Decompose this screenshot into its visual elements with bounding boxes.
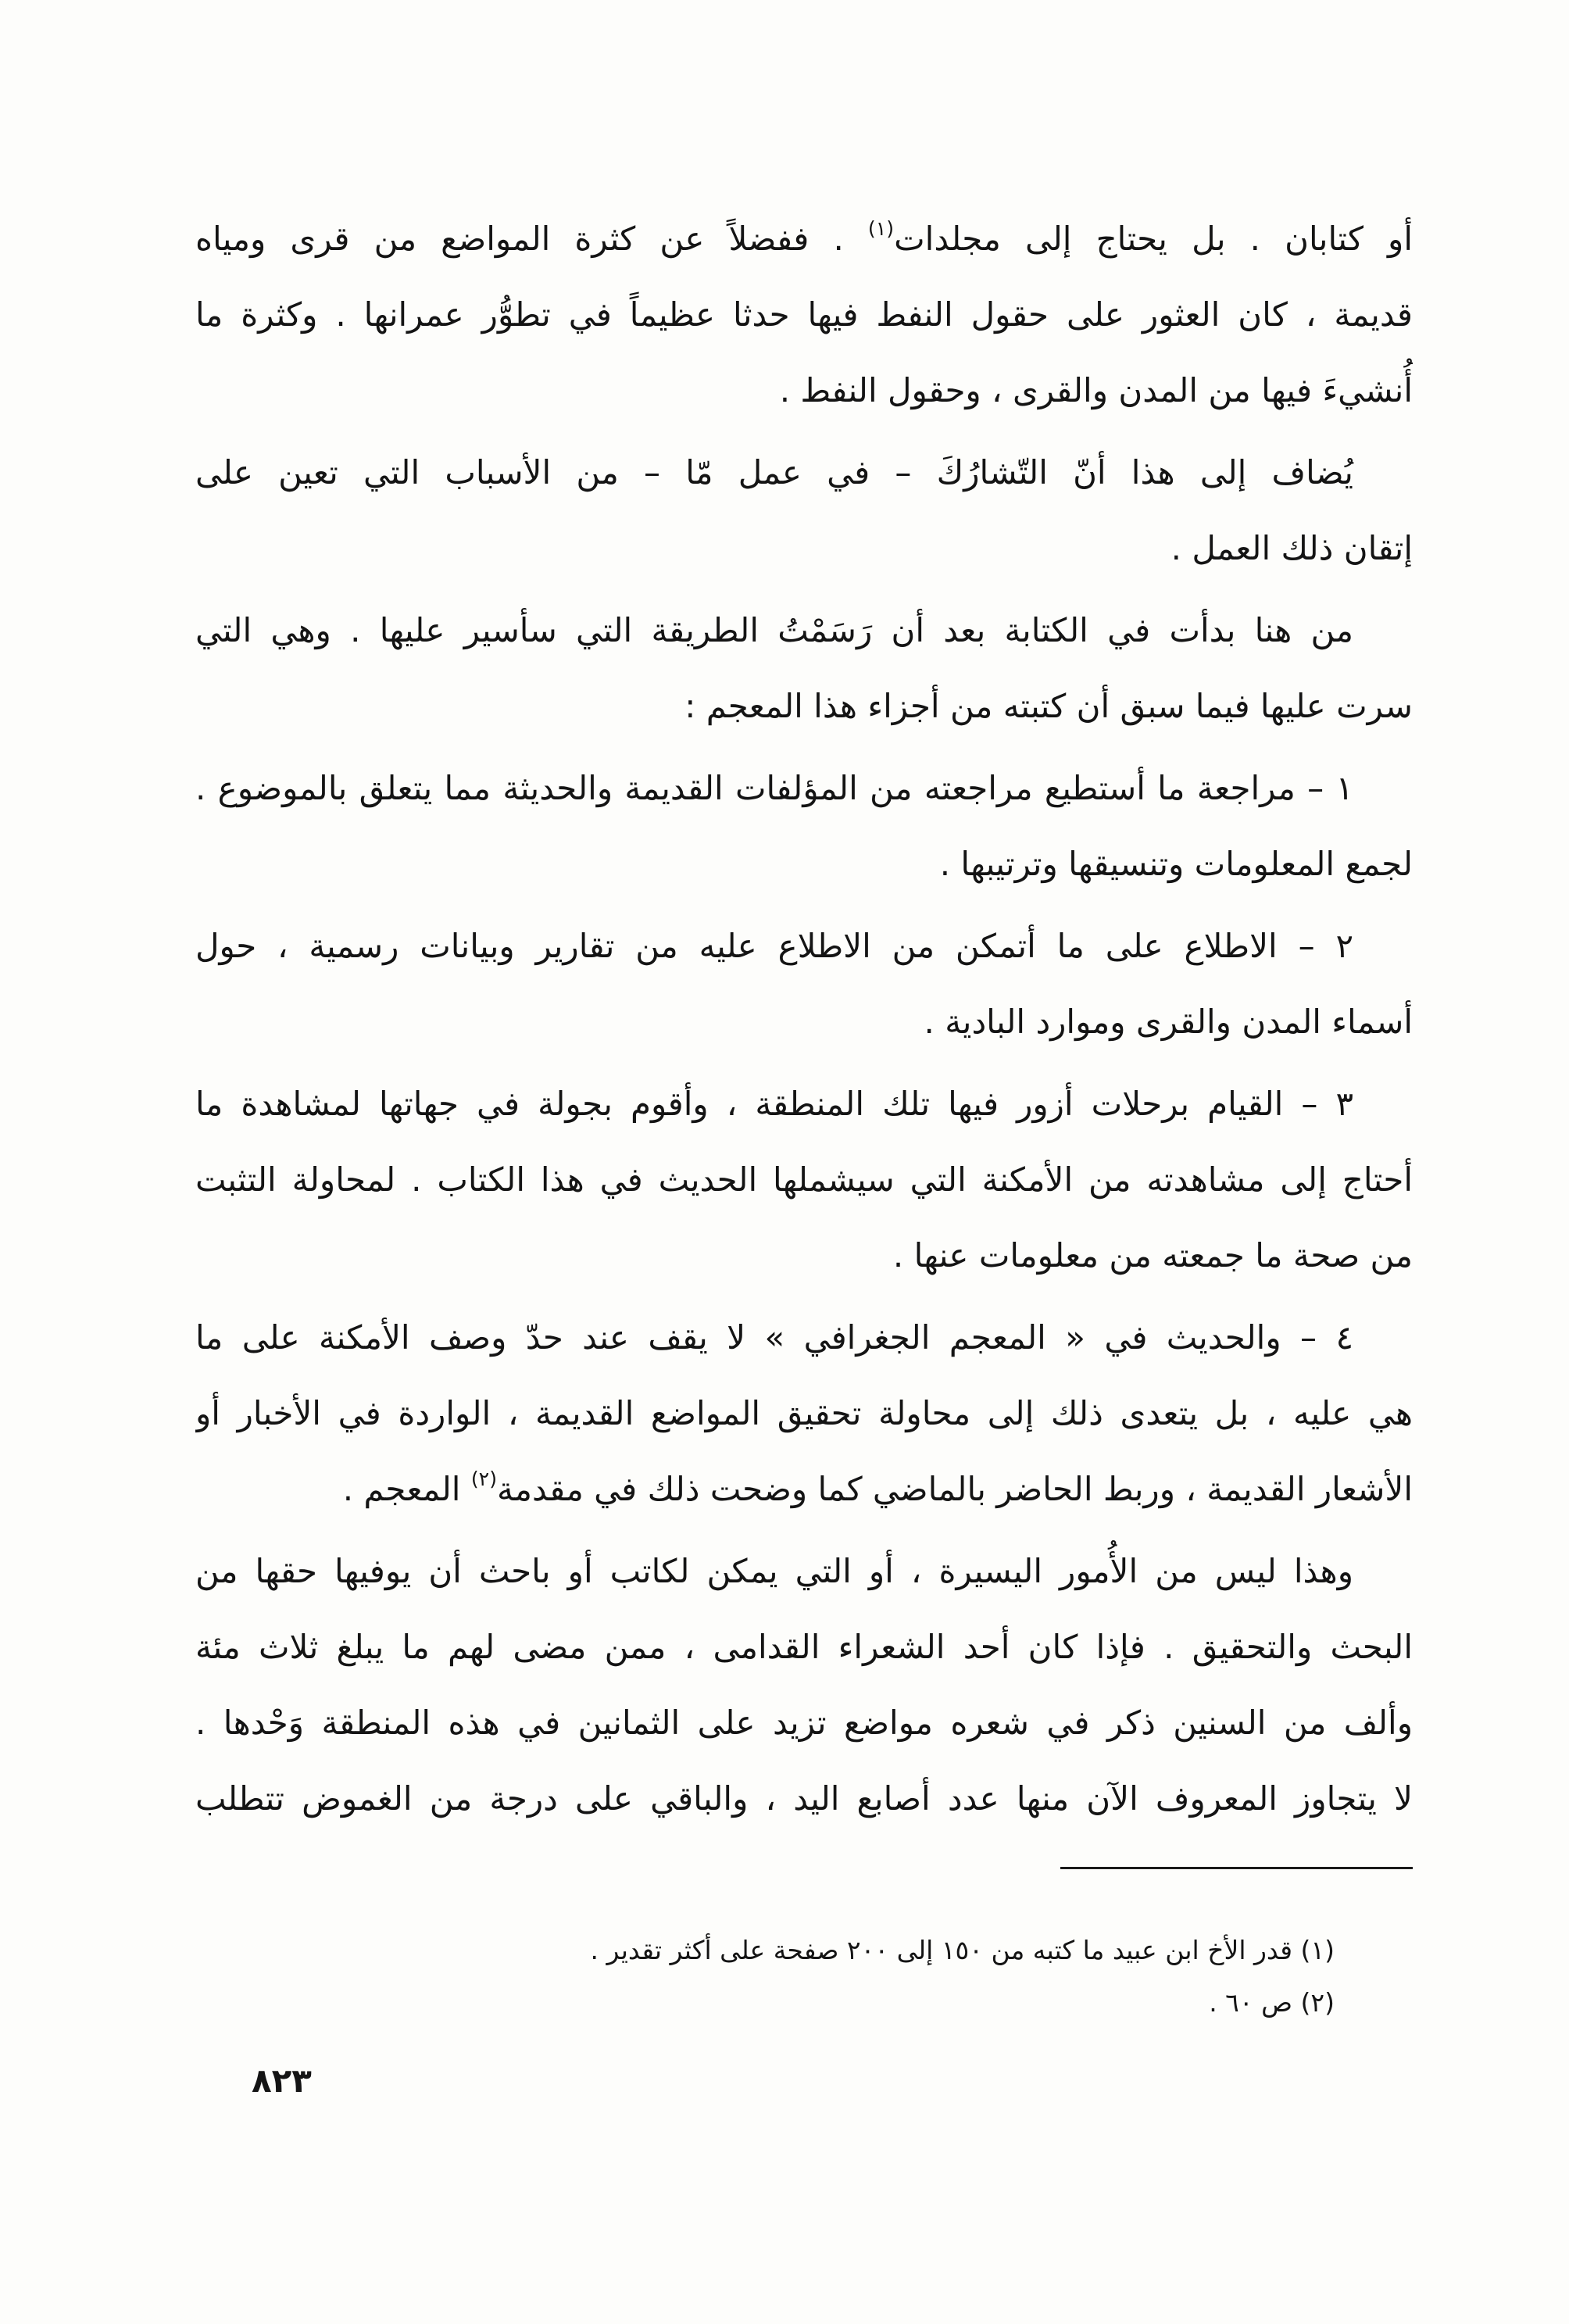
text-line: هي عليه ، بل يتعدى ذلك إلى محاولة تحقيق المواضع القديمة ، الواردة في الأخبار أو [195,1394,1413,1432]
text-line [195,1451,1413,1527]
text-line: البحث والتحقيق . فإذا كان أحد الشعراء القدامى ، ممن مضى لهم ما يبلغ ثلاث مئة [195,1628,1413,1666]
text-line: سرت عليها فيما سبق أن كتبته من أجزاء هذا المعجم : [684,687,1413,725]
paragraph [195,1300,1413,1527]
text-segment: المعجم . [342,1470,471,1508]
paragraph [195,750,1413,902]
text-line: من صحة ما جمعته من معلومات عنها . [892,1236,1413,1275]
text-segment: أو كتابان . بل يحتاج إلى مجلدات [894,220,1413,258]
text-line: ٤ – والحديث في « المعجم الجغرافي » لا يقف عند حدّ وصف الأمكنة على ما [195,1318,1353,1357]
text-line: وألف من السنين ذكر في شعره مواضع تزيد على الثمانين في هذه المنطقة وَحْدها . [195,1704,1413,1742]
paragraph [195,434,1413,586]
text-line: لجمع المعلومات وتنسيقها وترتيبها . [939,845,1413,883]
text-line: قديمة ، كان العثور على حقول النفط فيها حدثا عظيماً في تطوُّر عمرانها . وكثرة ما [195,295,1413,334]
footnote-reference: (١) [867,217,895,241]
text-line: ٣ – القيام برحلات أزور فيها تلك المنطقة ، وأقوم بجولة في جهاتها لمشاهدة ما [195,1085,1353,1123]
footnote-reference: (٢) [470,1468,498,1491]
paragraph [195,1533,1413,1836]
text-line: ٢ – الاطلاع على ما أتمكن من الاطلاع عليه من تقارير وبيانات رسمية ، حول [195,927,1353,965]
text-line: لا يتجاوز المعروف الآن منها عدد أصابع اليد ، والباقي على درجة من الغموض تتطلب [195,1779,1413,1818]
footnote-separator [1060,1867,1413,1869]
paragraph [195,201,1413,428]
text-line: ١ – مراجعة ما أستطيع مراجعته من المؤلفات القديمة والحديثة مما يتعلق بالموضوع . [195,769,1353,807]
paragraph [195,592,1413,744]
page-number: ٨٢٣ [252,2061,312,2100]
footnote: (١) قدر الأخ ابن عبيد ما كتبه من ١٥٠ إلى ٢٠٠ صفحة على أكثر تقدير . [590,1935,1335,1965]
text-line: أحتاج إلى مشاهدته من الأمكنة التي سيشملها الحديث في هذا الكتاب . لمحاولة التثبت [195,1160,1413,1199]
paragraph [195,1066,1413,1293]
text-segment: . ففضلاً عن كثرة المواضع من قرى ومياه [195,220,868,258]
text-line: من هنا بدأت في الكتابة بعد أن رَسَمْتُ الطريقة التي سأسير عليها . وهي التي [195,611,1353,649]
text-line [195,201,1413,277]
text-segment: الأشعار القديمة ، وربط الحاضر بالماضي كما وضحت ذلك في مقدمة [497,1470,1413,1508]
footnote: (٢) ص ٦٠ . [1209,1987,1335,2018]
paragraph [195,908,1413,1060]
text-line: أُنشيءَ فيها من المدن والقرى ، وحقول النفط . [779,371,1413,409]
footnotes [319,1924,1335,2029]
text-line: إتقان ذلك العمل . [1170,529,1413,567]
main-text [195,201,1413,1843]
text-line: وهذا ليس من الأُمور اليسيرة ، أو التي يمكن لكاتب أو باحث أن يوفيها حقها من [195,1552,1353,1590]
text-line: أسماء المدن والقرى وموارد البادية . [924,1003,1413,1041]
text-line: يُضاف إلى هذا أنّ التّشارُكَ – في عمل مّا – من الأسباب التي تعين على [195,453,1353,492]
